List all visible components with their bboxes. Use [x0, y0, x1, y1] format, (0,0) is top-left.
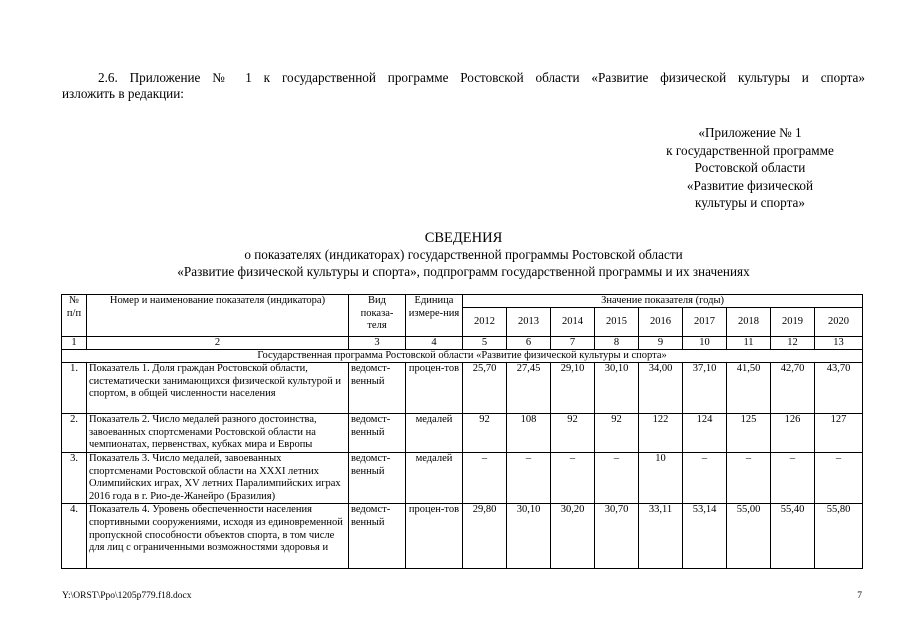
header-year: 2012	[463, 308, 507, 337]
intro-paragraph	[62, 70, 865, 102]
row-num: 3.	[62, 453, 87, 504]
header-year: 2014	[551, 308, 595, 337]
heading-subtitle-1: о показателях (индикаторах) государственной программы Ростовской области	[244, 247, 683, 262]
row-value: 30,10	[595, 363, 639, 414]
row-indicator-name: Показатель 2. Число медалей разного достоинства, завоеванных спортсменами Ростовской области на чемпионатах, первенствах, кубках мира и Европы	[87, 414, 349, 453]
page-footer	[62, 590, 862, 602]
column-number: 2	[87, 337, 349, 350]
row-value: 92	[463, 414, 507, 453]
group-title: Государственная программа Ростовской области «Развитие физической культуры и спорта»	[62, 350, 863, 363]
column-number: 13	[815, 337, 863, 350]
row-value: 55,80	[815, 504, 863, 569]
row-kind: ведомст-венный	[349, 504, 406, 569]
table-row	[62, 453, 863, 504]
row-value: 37,10	[683, 363, 727, 414]
row-value: 30,10	[507, 504, 551, 569]
row-kind: ведомст-венный	[349, 414, 406, 453]
table-row	[62, 414, 863, 453]
row-value: 126	[771, 414, 815, 453]
row-value: 108	[507, 414, 551, 453]
column-number: 11	[727, 337, 771, 350]
row-unit: медалей	[406, 414, 463, 453]
row-unit: процен-тов	[406, 363, 463, 414]
header-year: 2017	[683, 308, 727, 337]
row-value: 29,10	[551, 363, 595, 414]
row-value: 55,00	[727, 504, 771, 569]
table-row	[62, 363, 863, 414]
header-kind: Вид показа-теля	[349, 295, 406, 337]
appendix-note-line: «Приложение № 1	[698, 125, 802, 140]
column-number: 8	[595, 337, 639, 350]
row-indicator-name: Показатель 1. Доля граждан Ростовской области, систематически занимающихся физической культурой и спортом, в общей численности населения	[87, 363, 349, 414]
row-value: 92	[595, 414, 639, 453]
row-num: 2.	[62, 414, 87, 453]
page-number: 7	[857, 591, 862, 601]
column-number: 10	[683, 337, 727, 350]
row-value: 53,14	[683, 504, 727, 569]
header-year: 2019	[771, 308, 815, 337]
column-number: 6	[507, 337, 551, 350]
appendix-note-line: к государственной программе	[666, 142, 834, 158]
row-value: 127	[815, 414, 863, 453]
row-value: –	[507, 453, 551, 504]
document-heading	[62, 230, 865, 280]
appendix-note-line: культуры и спорта»	[695, 195, 805, 210]
row-value: –	[771, 453, 815, 504]
header-values-group: Значение показателя (годы)	[463, 295, 863, 308]
row-value: 25,70	[463, 363, 507, 414]
column-number: 3	[349, 337, 406, 350]
appendix-note-line: Ростовской области	[694, 160, 806, 175]
column-numbers-row	[62, 337, 863, 350]
row-value: 55,40	[771, 504, 815, 569]
row-value: 30,20	[551, 504, 595, 569]
column-number: 5	[463, 337, 507, 350]
row-indicator-name: Показатель 3. Число медалей, завоеванных спортсменами Ростовской области на XXXI летних Олимпийских играх, XV летних Паралимпийских играх 2016 года в г. Рио-де-Жанейро (Бразилия)	[87, 453, 349, 504]
row-value: –	[595, 453, 639, 504]
appendix-note	[630, 124, 870, 212]
row-value: 42,70	[771, 363, 815, 414]
header-year: 2013	[507, 308, 551, 337]
row-value: –	[683, 453, 727, 504]
table-row	[62, 504, 863, 569]
group-title-row	[62, 350, 863, 363]
row-unit: медалей	[406, 453, 463, 504]
heading-subtitle-2: «Развитие физической культуры и спорта», подпрограмм государственной программы и их значениях	[177, 263, 750, 279]
row-value: 34,00	[639, 363, 683, 414]
row-value: 125	[727, 414, 771, 453]
appendix-note-line: «Развитие физической	[686, 177, 814, 193]
column-number: 12	[771, 337, 815, 350]
row-value: 10	[639, 453, 683, 504]
row-num: 1.	[62, 363, 87, 414]
row-value: 30,70	[595, 504, 639, 569]
heading-title: СВЕДЕНИЯ	[424, 230, 503, 246]
row-num: 4.	[62, 504, 87, 569]
row-kind: ведомст-венный	[349, 363, 406, 414]
row-value: 122	[639, 414, 683, 453]
row-value: 29,80	[463, 504, 507, 569]
header-year: 2015	[595, 308, 639, 337]
row-value: –	[463, 453, 507, 504]
column-number: 9	[639, 337, 683, 350]
row-kind: ведомст-венный	[349, 453, 406, 504]
row-value: 92	[551, 414, 595, 453]
intro-line-2: изложить в редакции:	[62, 86, 184, 101]
intro-line-1: 2.6. Приложение № 1 к государственной программе Ростовской области «Развитие физической культуры и спорта»	[98, 70, 865, 85]
file-path: Y:\ORST\Ppo\1205p779.f18.docx	[62, 591, 192, 601]
row-value: –	[815, 453, 863, 504]
header-year: 2018	[727, 308, 771, 337]
header-name: Номер и наименование показателя (индикатора)	[87, 295, 349, 337]
column-number: 1	[62, 337, 87, 350]
row-value: –	[551, 453, 595, 504]
row-indicator-name: Показатель 4. Уровень обеспеченности населения спортивными сооружениями, исходя из единовременной пропускной способности объектов спорта, в том числе для лиц с ограниченными возможностями здоровья и	[87, 504, 349, 569]
header-num: № п/п	[62, 295, 87, 337]
header-year: 2016	[639, 308, 683, 337]
indicators-table	[61, 294, 863, 569]
row-value: 41,50	[727, 363, 771, 414]
row-value: 124	[683, 414, 727, 453]
row-value: 27,45	[507, 363, 551, 414]
row-value: 33,11	[639, 504, 683, 569]
header-year: 2020	[815, 308, 863, 337]
header-unit: Единица измере-ния	[406, 295, 463, 337]
row-value: –	[727, 453, 771, 504]
column-number: 7	[551, 337, 595, 350]
row-value: 43,70	[815, 363, 863, 414]
row-unit: процен-тов	[406, 504, 463, 569]
column-number: 4	[406, 337, 463, 350]
